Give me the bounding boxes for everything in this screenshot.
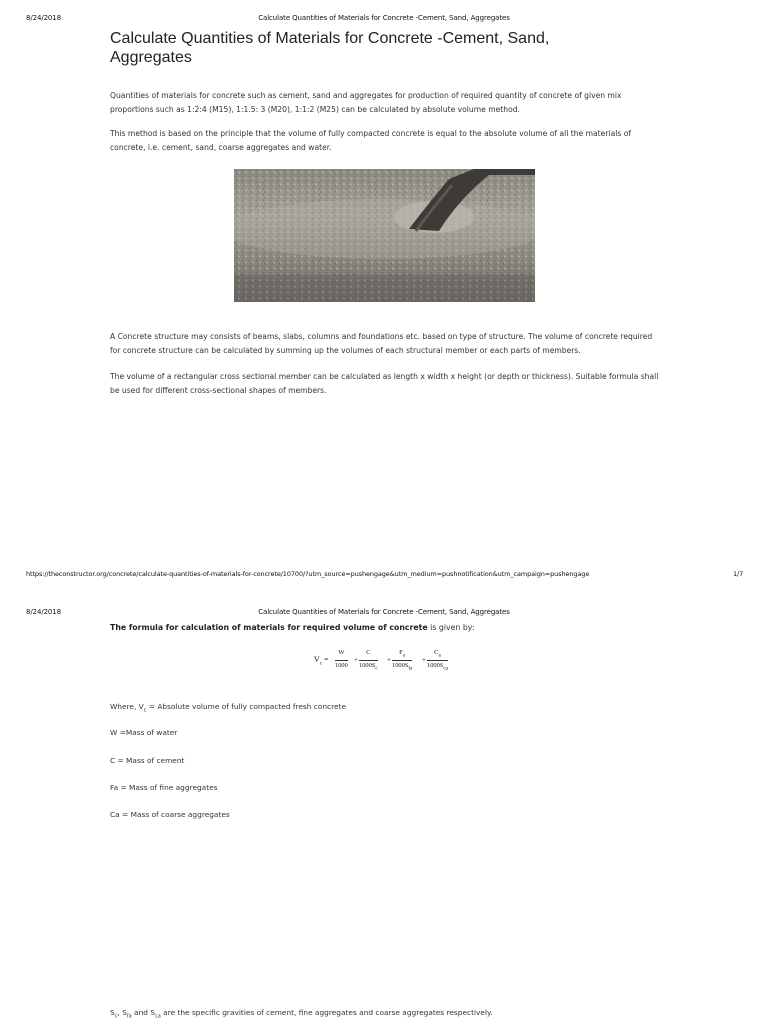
formula-intro-bold: The formula for calculation of materials for required volume of concrete [110, 623, 428, 632]
formula-term-coarse-aggregate: $C_a$ $1000S_{ca}$ [427, 649, 448, 672]
definition-water: W =Mass of water [110, 728, 178, 737]
formula-plus: + [422, 656, 426, 664]
concrete-pouring-photo [234, 169, 535, 302]
concrete-volume-formula [314, 648, 464, 674]
structure-paragraph: A Concrete structure may consists of beams, slabs, columns and foundations etc. based on type of structure. The volume of concrete required for concrete structure can be calculated by summing up the volumes of each structural member or each parts of members. [110, 332, 653, 355]
formula-term-fine-aggregate: $F_a$ $1000S_{fa}$ [392, 649, 413, 672]
formula-plus: + [354, 656, 358, 664]
volume-paragraph: The volume of a rectangular cross sectional member can be calculated as length x width x height (or depth or thickness). Suitable formula shall be used for different cross-sectional shapes of members. [110, 372, 659, 395]
specific-gravity-note: $S_c$, $S_{fa}$ and $S_{ca}$ are the specific gravities of cement, fine aggregates and coarse aggregates respectively. [110, 1008, 493, 1020]
definition-fine-aggregates: Fa = Mass of fine aggregates [110, 783, 218, 792]
formula-term-water: $\frac{W}{1000}$ [335, 649, 348, 670]
where-definition: Where, $V_c$ = Absolute volume of fully compacted fresh concrete [110, 702, 346, 714]
formula-term-cement: $\frac{C}{1000S_c}$ [359, 649, 378, 672]
formula-plus: + [387, 656, 391, 664]
method-paragraph: This method is based on the principle that the volume of fully compacted concrete is equal to the absolute volume of all the materials of concrete, i.e. cement, sand, coarse aggregates and water. [110, 129, 632, 152]
page1-header-date: 8/24/2018 [26, 14, 61, 22]
page2-header-title: Calculate Quantities of Materials for Concrete -Cement, Sand, Aggregates [258, 608, 510, 616]
formula-intro [110, 621, 665, 635]
article-title: Calculate Quantities of Materials for Concrete -Cement, Sand, Aggregates [110, 30, 550, 66]
formula-intro-rest: is given by: [427, 623, 475, 632]
page1-footer-url[interactable]: https://theconstructor.org/concrete/calculate-quantities-of-materials-for-concrete/10700/?utm_source=pushengage&utm_medium=pushnotification&utm_campaign=pushengage [26, 570, 590, 578]
page1-header-title: Calculate Quantities of Materials for Concrete -Cement, Sand, Aggregates [258, 14, 510, 22]
definition-cement: C = Mass of cement [110, 756, 185, 765]
formula-lhs: $V_c$ = [314, 655, 329, 667]
intro-paragraph: Quantities of materials for concrete such as cement, sand and aggregates for production of required quantity of concrete of given mix proportions such as 1:2:4 (M15), 1:1.5: 3 (M20), 1:1:2 (M25) can be calculated by absolute volume method. [110, 91, 622, 114]
definition-coarse-aggregates: Ca = Mass of coarse aggregates [110, 810, 230, 819]
page1-footer-page-number: 1/7 [733, 570, 744, 578]
page2-header-date: 8/24/2018 [26, 608, 61, 616]
